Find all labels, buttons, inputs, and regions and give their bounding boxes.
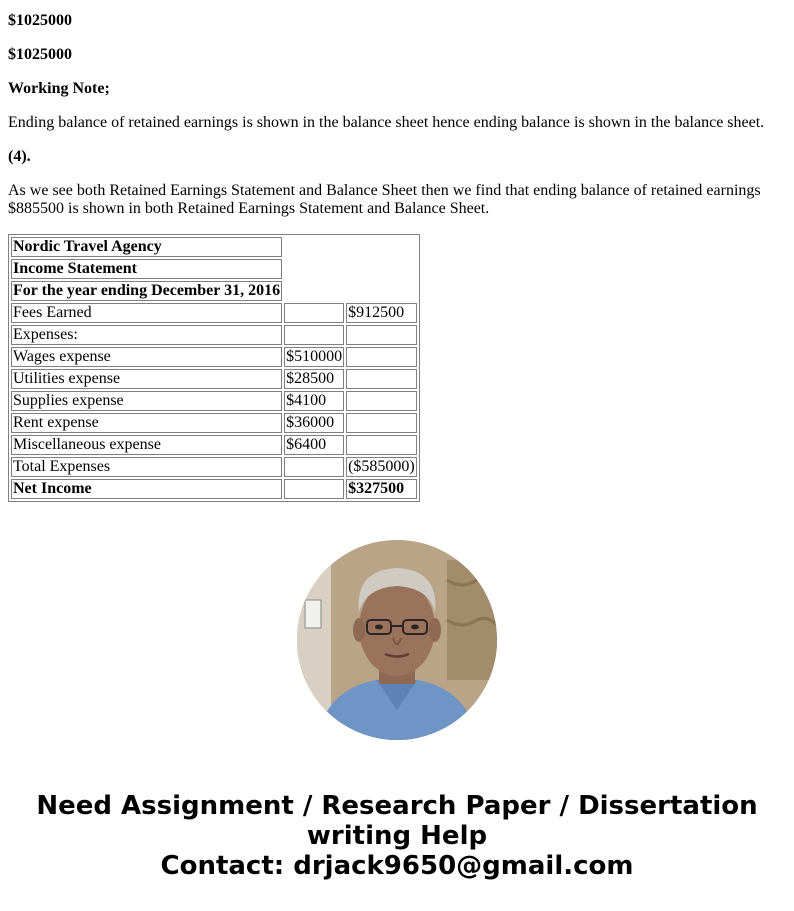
working-note-text: Ending balance of retained earnings is shown in the balance sheet hence ending balance is shown in the balance sheet.	[8, 114, 765, 131]
line-item-amount	[284, 303, 344, 323]
working-note-heading: Working Note;	[8, 80, 110, 97]
line-item-amount	[284, 479, 344, 499]
promo-contact-line: Contact: drjack9650@gmail.com	[160, 851, 634, 881]
line-item-total	[346, 347, 417, 367]
author-photo	[297, 540, 497, 740]
line-item-label: Fees Earned	[11, 303, 282, 323]
table-row	[11, 457, 417, 477]
line-item-label: Wages expense	[11, 347, 282, 367]
table-row	[11, 369, 417, 389]
amount-line-2: $1025000	[8, 46, 72, 63]
table-row	[11, 303, 417, 323]
line-item-label: Net Income	[11, 479, 282, 499]
table-row-title	[11, 259, 417, 279]
table-row	[11, 413, 417, 433]
line-item-label: Supplies expense	[11, 391, 282, 411]
line-item-label: Expenses:	[11, 325, 282, 345]
table-row-company	[11, 237, 417, 257]
table-row-period	[11, 281, 417, 301]
empty-cell	[284, 259, 417, 279]
statement-title-cell: Income Statement	[11, 259, 282, 279]
line-item-total: ($585000)	[348, 458, 415, 475]
line-item-label: Utilities expense	[11, 369, 282, 389]
line-item-amount: $36000	[284, 413, 344, 433]
part-text: As we see both Retained Earnings Statement and Balance Sheet then we find that ending balance of retained earnings $885500 is shown in both Retained Earnings Statement and Balance Sheet.	[8, 182, 761, 217]
table-row	[11, 325, 417, 345]
promo-banner	[8, 791, 786, 881]
line-item-total: $912500	[346, 303, 417, 323]
author-photo-wrap	[8, 540, 786, 740]
table-row	[11, 435, 417, 455]
line-item-total	[346, 435, 417, 455]
empty-cell	[284, 237, 417, 257]
income-statement-table	[8, 234, 420, 502]
line-item-total	[346, 325, 417, 345]
line-item-label: Total Expenses	[11, 457, 282, 477]
line-item-total: $327500	[346, 479, 417, 499]
empty-cell	[284, 281, 417, 301]
amount-line-1: $1025000	[8, 12, 72, 29]
line-item-total	[346, 413, 417, 433]
line-item-amount: $510000	[286, 348, 343, 365]
line-item-amount	[284, 457, 344, 477]
line-item-label: Rent expense	[11, 413, 282, 433]
table-row	[11, 479, 417, 499]
line-item-label: Miscellaneous expense	[11, 435, 282, 455]
table-row	[11, 391, 417, 411]
company-name-cell: Nordic Travel Agency	[11, 237, 282, 257]
line-item-amount: $6400	[284, 435, 344, 455]
line-item-amount: $28500	[284, 369, 344, 389]
line-item-amount	[284, 325, 344, 345]
period-cell: For the year ending December 31, 2016	[13, 282, 281, 299]
promo-line-1: Need Assignment / Research Paper / Dissertation writing Help	[36, 791, 758, 851]
part-label: (4).	[8, 148, 31, 165]
portrait-image	[297, 540, 497, 740]
table-row	[11, 347, 417, 367]
line-item-amount: $4100	[284, 391, 344, 411]
line-item-total	[346, 391, 417, 411]
line-item-total	[346, 369, 417, 389]
